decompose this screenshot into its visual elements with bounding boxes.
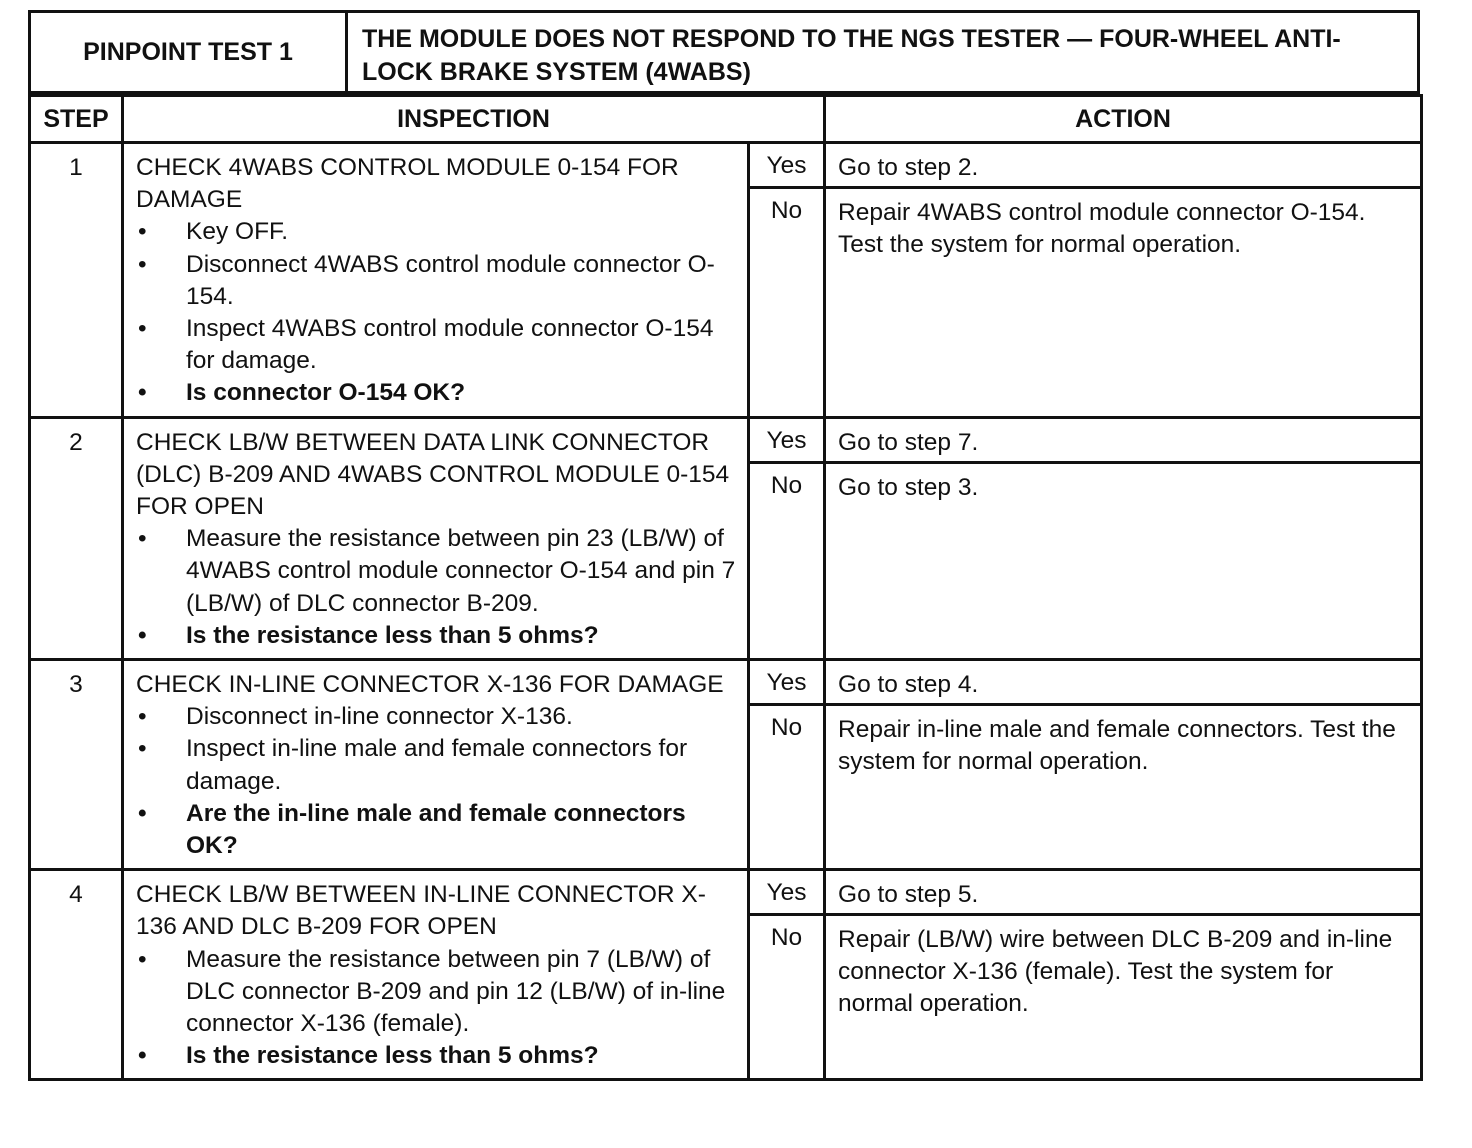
yes-label: Yes [749,143,825,188]
yes-label: Yes [749,660,825,705]
step-row [30,143,1422,188]
step-heading: CHECK IN-LINE CONNECTOR X-136 FOR DAMAGE [136,671,724,699]
no-label: No [749,915,825,1080]
step-number: 3 [30,660,123,870]
no-label: No [749,462,825,659]
bullet-item: • Disconnect in-line connector X-136. [136,701,737,733]
no-action: Repair in-line male and female connectors. Test the system for normal operation. [825,705,1422,870]
column-header-step: STEP [30,96,123,143]
step-number: 2 [30,417,123,659]
step-bullets [136,701,737,862]
yes-action: Go to step 7. [825,417,1422,462]
column-header-action: ACTION [825,96,1422,143]
bullet-item: • Key OFF. [136,216,737,248]
step-heading: CHECK LB/W BETWEEN DATA LINK CONNECTOR (DLC) B-209 AND 4WABS CONTROL MODULE 0-154 FOR OPEN [136,428,730,521]
step-row [30,870,1422,915]
yes-label: Yes [749,870,825,915]
column-header-inspection: INSPECTION [123,96,825,143]
step-inspection [123,660,749,870]
step-inspection [123,143,749,418]
no-label: No [749,705,825,870]
pinpoint-table [28,94,1423,1081]
step-bullets [136,216,737,409]
yes-label: Yes [749,417,825,462]
step-question: • Is the resistance less than 5 ohms? [136,1040,737,1072]
step-heading: CHECK LB/W BETWEEN IN-LINE CONNECTOR X-136 AND DLC B-209 FOR OPEN [136,881,706,941]
bullet-item: • Disconnect 4WABS control module connector O-154. [136,249,737,313]
no-action: Go to step 3. [825,462,1422,659]
step-heading: CHECK 4WABS CONTROL MODULE 0-154 FOR DAMAGE [136,154,679,214]
no-action: Repair 4WABS control module connector O-154. Test the system for normal operation. [825,188,1422,418]
test-title: THE MODULE DOES NOT RESPOND TO THE NGS TESTER — FOUR-WHEEL ANTI-LOCK BRAKE SYSTEM (4WABS) [362,25,1341,86]
bullet-item: • Inspect in-line male and female connectors for damage. [136,733,737,797]
no-label: No [749,188,825,418]
column-header-row [30,96,1422,143]
step-number: 4 [30,870,123,1080]
step-question: • Are the in-line male and female connectors OK? [136,798,737,862]
yes-action: Go to step 2. [825,143,1422,188]
bullet-item: • Measure the resistance between pin 7 (LB/W) of DLC connector B-209 and pin 12 (LB/W) of in-line connector X-136 (female). [136,944,737,1041]
step-question: • Is connector O-154 OK? [136,377,737,409]
step-row [30,417,1422,462]
step-question: • Is the resistance less than 5 ohms? [136,620,737,652]
no-action: Repair (LB/W) wire between DLC B-209 and in-line connector X-136 (female). Test the system for normal operation. [825,915,1422,1080]
bullet-item: • Inspect 4WABS control module connector O-154 for damage. [136,313,737,377]
step-bullets [136,944,737,1073]
test-id: PINPOINT TEST 1 [31,13,348,91]
step-row [30,660,1422,705]
bullet-item: • Measure the resistance between pin 23 (LB/W) of 4WABS control module connector O-154 and pin 7 (LB/W) of DLC connector B-209. [136,523,737,620]
step-bullets [136,523,737,652]
test-header [28,10,1420,94]
yes-action: Go to step 5. [825,870,1422,915]
yes-action: Go to step 4. [825,660,1422,705]
step-inspection [123,417,749,659]
step-number: 1 [30,143,123,418]
step-inspection [123,870,749,1080]
